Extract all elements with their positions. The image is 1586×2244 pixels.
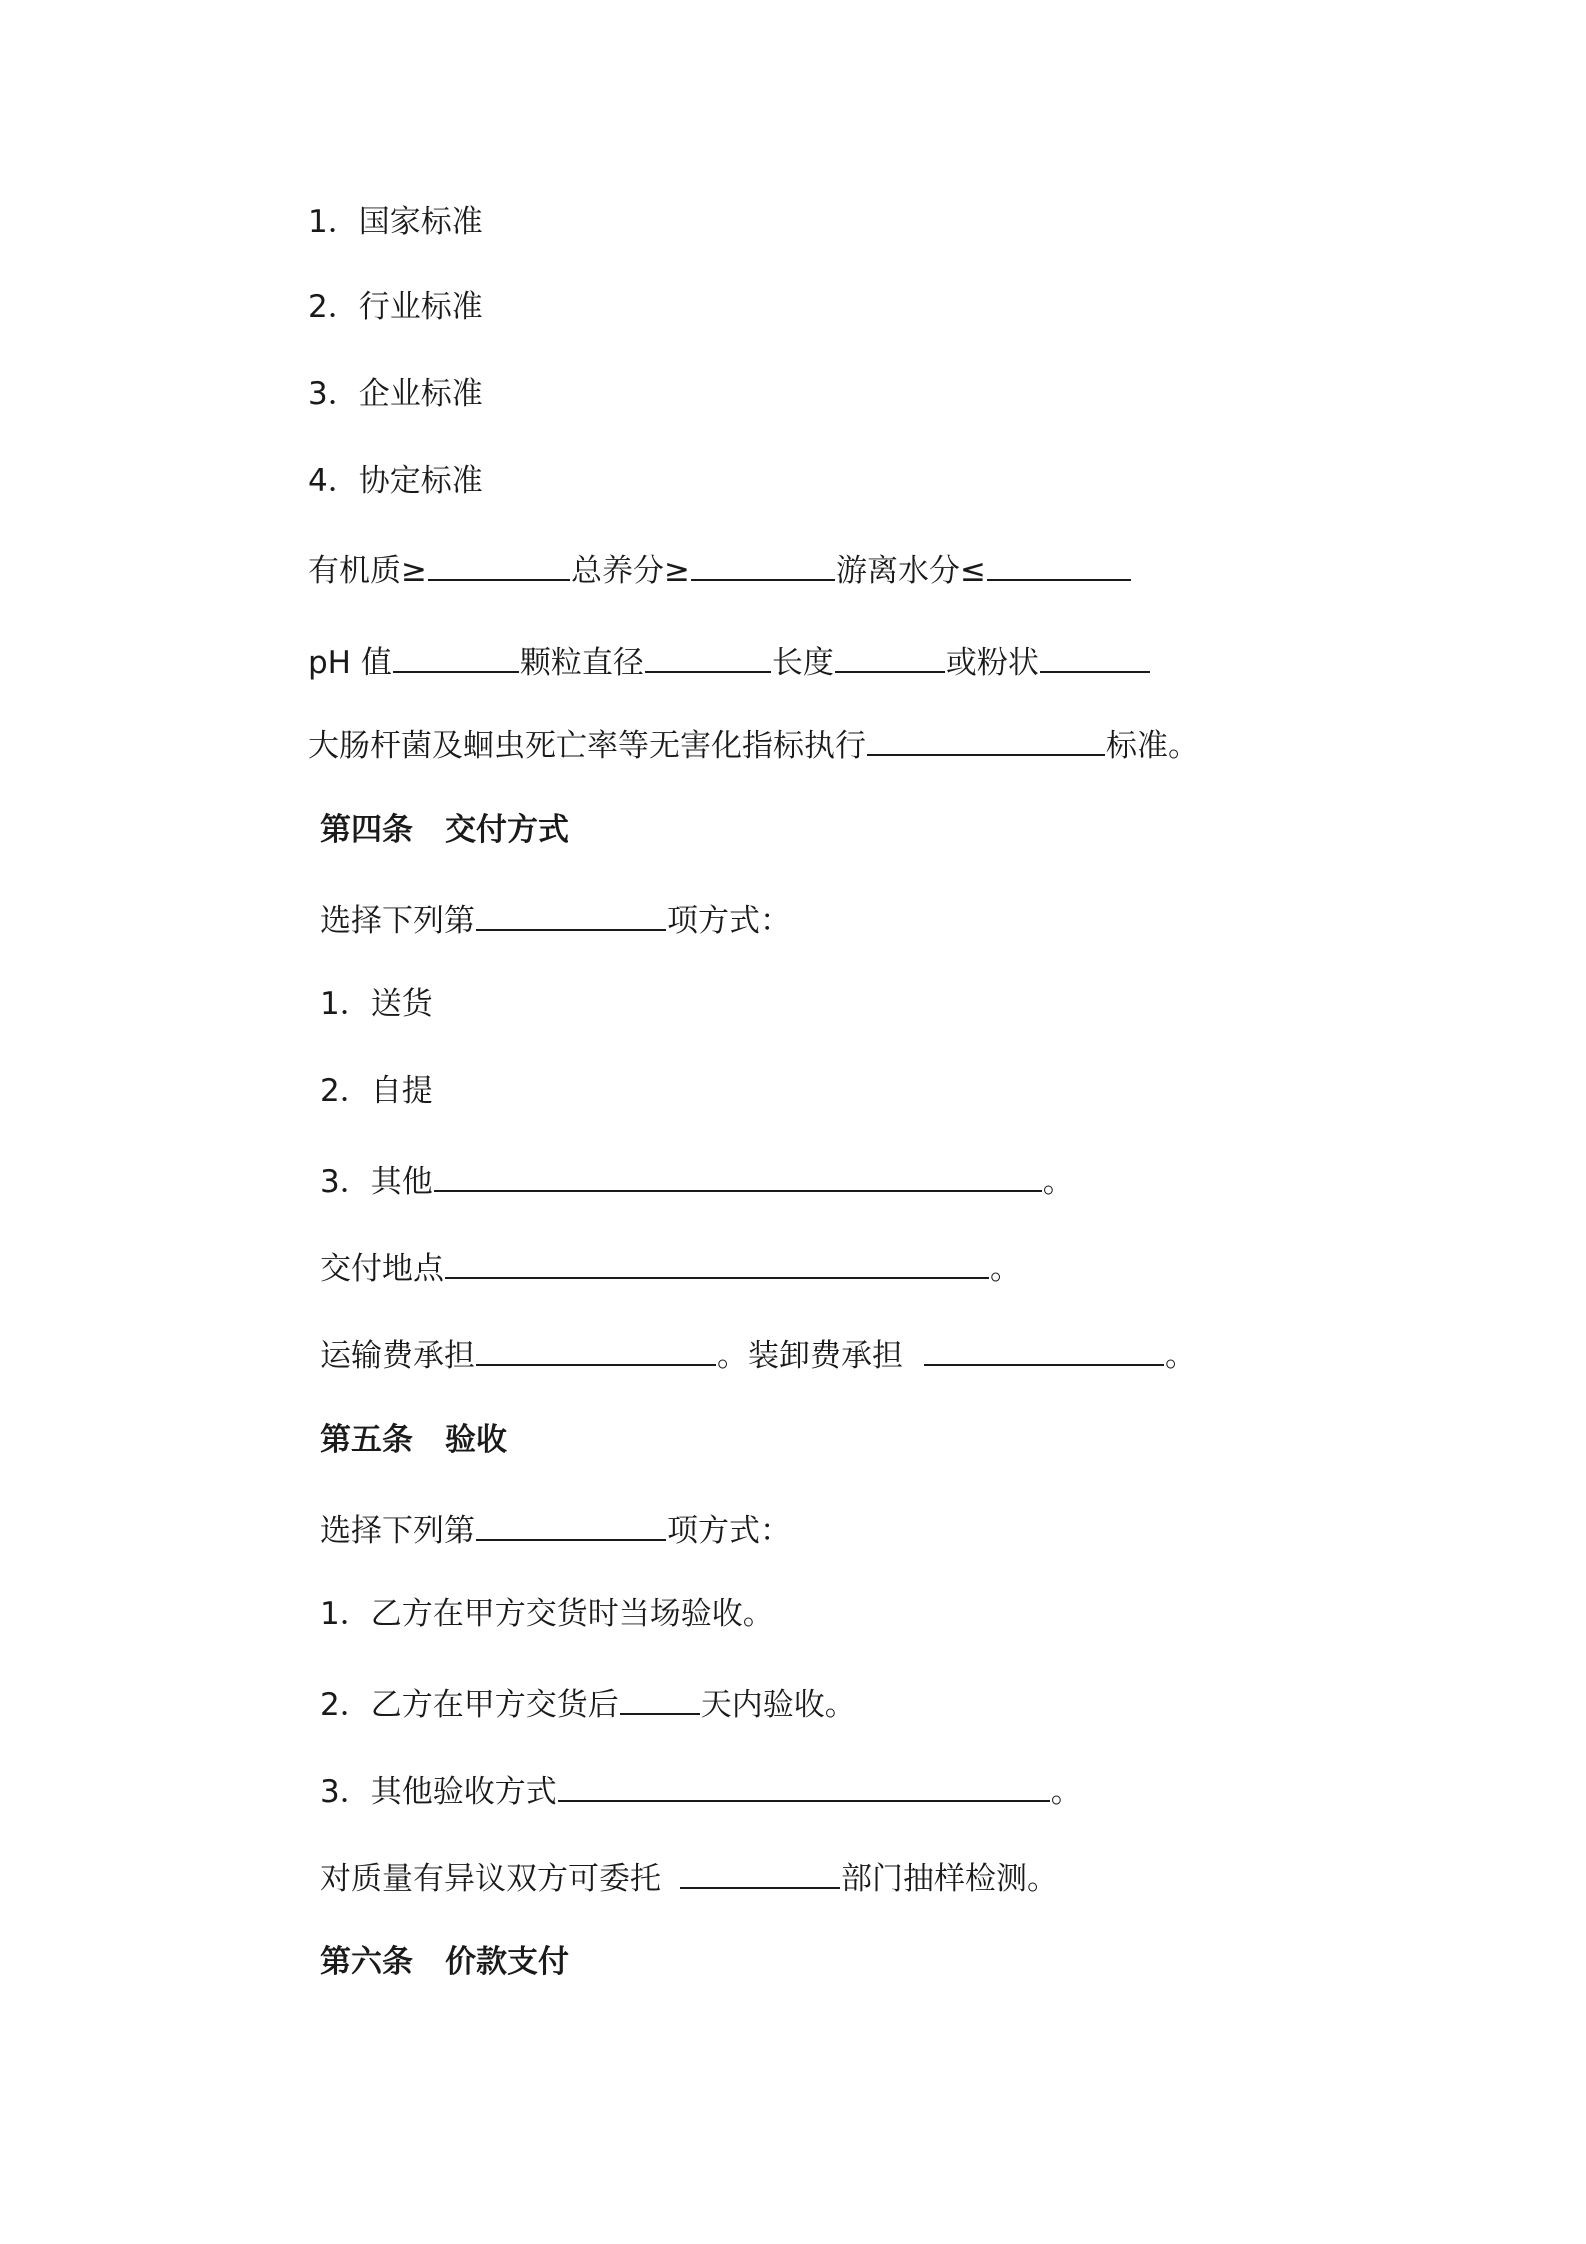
article-number: 第四条	[320, 812, 413, 848]
opt3-label: 3．其他验收方式	[320, 1774, 557, 1810]
period: 。	[717, 1338, 748, 1374]
ph-blank[interactable]	[393, 637, 519, 673]
article-title: 交付方式	[445, 812, 569, 848]
period: 。	[1042, 1164, 1074, 1200]
dispute-prefix: 对质量有异议双方可委托	[320, 1861, 661, 1897]
art4-select-line	[320, 895, 791, 943]
article-5-heading	[320, 1418, 507, 1462]
acceptance-option: 1．乙方在甲方交货时当场验收。	[320, 1596, 774, 1632]
delivery-option-other	[320, 1156, 1074, 1204]
article-number: 第五条	[320, 1422, 413, 1458]
article-6-heading	[320, 1940, 569, 1984]
art5-select-line	[320, 1505, 791, 1553]
period: 。	[990, 1251, 1021, 1287]
other-label: 3．其他	[320, 1164, 433, 1200]
powder-label: 或粉状	[945, 645, 1039, 681]
standard-item: 1．国家标准	[308, 204, 483, 240]
organic-label: 有机质≥	[308, 553, 427, 589]
length-label: 长度	[771, 645, 834, 681]
freight-label: 运输费承担	[320, 1338, 475, 1374]
select-prefix: 选择下列第	[320, 903, 475, 939]
art5-option-blank[interactable]	[476, 1505, 666, 1541]
other-acceptance-blank[interactable]	[558, 1766, 1050, 1802]
select-suffix: 项方式：	[667, 903, 791, 939]
standard-item: 2．行业标准	[308, 289, 483, 325]
delivery-option: 2．自提	[320, 1073, 433, 1109]
delivery-option: 1．送货	[320, 986, 433, 1022]
days-blank[interactable]	[620, 1679, 700, 1715]
department-blank[interactable]	[680, 1853, 840, 1889]
water-label: 游离水分≤	[835, 553, 986, 589]
standard-item: 3．企业标准	[308, 376, 483, 412]
water-blank[interactable]	[987, 545, 1131, 581]
place-blank[interactable]	[445, 1243, 989, 1279]
standard-item: 4．协定标准	[308, 463, 483, 499]
dispute-line	[320, 1853, 1058, 1901]
select-prefix: 选择下列第	[320, 1513, 475, 1549]
acceptance-option	[320, 1679, 856, 1727]
period: 。	[1050, 1774, 1082, 1810]
period: 。	[1165, 1338, 1196, 1374]
dispute-suffix: 部门抽样检测。	[841, 1861, 1058, 1897]
powder-blank[interactable]	[1040, 637, 1150, 673]
harmless-line	[308, 720, 1199, 768]
article-title: 验收	[445, 1422, 507, 1458]
acceptance-option-other	[320, 1766, 1082, 1814]
quality-line-1	[308, 545, 1132, 593]
freight-blank[interactable]	[476, 1330, 716, 1366]
cost-line	[320, 1330, 1196, 1378]
harmless-text: 大肠杆菌及蛔虫死亡率等无害化指标执行	[308, 728, 866, 764]
other-blank[interactable]	[434, 1156, 1042, 1192]
ph-label: pH 值	[308, 645, 392, 681]
delivery-place-line	[320, 1243, 1021, 1291]
place-label: 交付地点	[320, 1251, 444, 1287]
quality-line-2	[308, 637, 1151, 685]
article-4-heading	[320, 808, 569, 852]
article-number: 第六条	[320, 1944, 413, 1980]
harmless-blank[interactable]	[867, 720, 1105, 756]
organic-blank[interactable]	[428, 545, 570, 581]
nutrient-label: 总养分≥	[570, 553, 690, 589]
loading-blank[interactable]	[924, 1330, 1164, 1366]
loading-label: 装卸费承担	[748, 1338, 903, 1374]
harmless-suffix: 标准。	[1106, 728, 1199, 764]
granule-label: 颗粒直径	[519, 645, 644, 681]
granule-blank[interactable]	[645, 637, 771, 673]
article-title: 价款支付	[445, 1944, 569, 1980]
select-suffix: 项方式：	[667, 1513, 791, 1549]
opt2-suffix: 天内验收。	[700, 1687, 856, 1723]
art4-option-blank[interactable]	[476, 895, 666, 931]
nutrient-blank[interactable]	[691, 545, 835, 581]
length-blank[interactable]	[835, 637, 945, 673]
opt2-prefix: 2．乙方在甲方交货后	[320, 1687, 619, 1723]
